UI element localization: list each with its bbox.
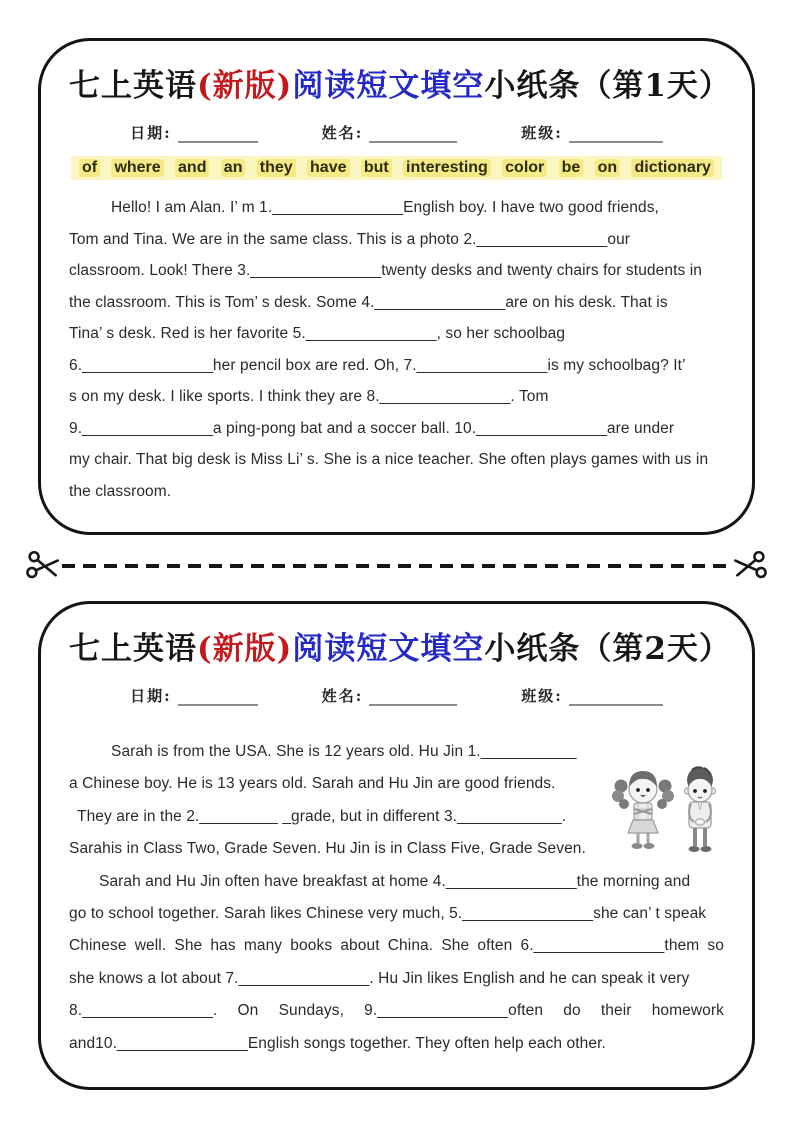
date-field [130, 685, 258, 706]
word-bank-item: dictionary [631, 159, 713, 177]
title-edition: (新版) [197, 68, 293, 104]
passage-line: the classroom. [69, 482, 172, 500]
passage-line: Sarahis in Class Two, Grade Seven. Hu Jin is in Class Five, Grade Seven. [69, 840, 586, 858]
class-blank-line [569, 690, 663, 706]
passage-line: classroom. Look! There 3._______________twenty desks and twenty chairs for students in [69, 262, 702, 279]
scissors-icon [24, 547, 62, 585]
title-course: 七上英语 [69, 631, 197, 667]
passage-line: 9._______________a ping-pong bat and a soccer ball. 10._______________are under [69, 419, 675, 437]
name-label: 姓名: [321, 124, 364, 142]
worksheet-slip-day1 [38, 38, 755, 535]
passage-line: she knows a lot about 7._______________. Hu Jin likes English and he can speak it very [69, 969, 690, 987]
passage-line: Sarah is from the USA. She is 12 years old. Hu Jin 1.___________ [111, 743, 577, 760]
word-bank-item: have [307, 159, 349, 177]
word-bank-item: an [221, 159, 246, 177]
word-bank-item: of [79, 159, 100, 177]
word-bank-item: be [559, 159, 584, 177]
class-blank-line [569, 127, 663, 143]
name-field [322, 122, 458, 143]
girl-figure [612, 771, 674, 849]
word-bank-item: and [175, 159, 209, 177]
passage-line: and10._______________English songs together. They often help each other. [69, 1034, 606, 1052]
passage-line: go to school together. Sarah likes Chinese very much, 5._______________she can’ t speak [69, 904, 707, 922]
passage-line: my chair. That big desk is Miss Li’ s. She is a nice teacher. She often plays games with us in [69, 451, 709, 468]
name-label: 姓名: [321, 687, 364, 705]
word-bank [71, 156, 722, 180]
header-fields [69, 119, 724, 143]
date-blank-line [178, 127, 258, 143]
date-label: 日期: [130, 687, 172, 705]
boy-figure [685, 767, 716, 852]
dashed-cut-line [62, 564, 731, 568]
passage-line: the classroom. This is Tom’ s desk. Some 4._______________are on his desk. That is [69, 293, 668, 311]
class-label: 班级: [521, 124, 563, 142]
passage-line: a Chinese boy. He is 13 years old. Sarah and Hu Jin are good friends. [69, 775, 556, 793]
word-bank-item: interesting [403, 159, 491, 177]
word-bank-item: on [595, 159, 621, 177]
slip-title [69, 63, 731, 109]
class-label: 班级: [521, 687, 563, 705]
passage-line: s on my desk. I like sports. I think they are 8._______________. Tom [69, 388, 549, 405]
name-blank-line [369, 690, 457, 706]
word-bank-item: but [361, 159, 392, 177]
class-field [521, 122, 663, 143]
date-label: 日期: [130, 124, 172, 142]
title-topic: 阅读短文填空 [292, 631, 485, 667]
name-blank-line [369, 127, 457, 143]
slip-title [69, 626, 731, 672]
name-field [322, 685, 458, 706]
students-illustration [610, 762, 732, 872]
date-field [130, 122, 258, 143]
passage-line: Tina’ s desk. Red is her favorite 5._______________, so her schoolbag [69, 325, 566, 342]
date-blank-line [178, 690, 258, 706]
word-bank-item: they [257, 159, 296, 177]
passage-line: Tom and Tina. We are in the same class. This is a photo 2._______________our [69, 230, 631, 248]
word-bank-item: where [111, 159, 163, 177]
title-edition: (新版) [197, 631, 293, 667]
passage-line: Hello! I am Alan. I’ m 1._______________English boy. I have two good friends, [111, 199, 659, 216]
passage-line: 6._______________her pencil box are red. Oh, 7._______________is my schoolbag? It’ [69, 356, 686, 374]
class-field [521, 685, 663, 706]
title-day: 小纸条（第1天） [484, 68, 731, 104]
passage-line: Chinese well. She has many books about China. She often 6._______________them so [69, 937, 724, 955]
scissors-icon [731, 547, 769, 585]
word-bank-item: color [502, 159, 547, 177]
worksheet-slip-day2 [38, 601, 755, 1090]
title-day: 小纸条（第2天） [484, 631, 731, 667]
title-course: 七上英语 [69, 68, 197, 104]
title-topic: 阅读短文填空 [292, 68, 485, 104]
passage-line: They are in the 2._________ _grade, but in different 3.____________. [77, 807, 567, 825]
passage-line: Sarah and Hu Jin often have breakfast at home 4._______________the morning and [99, 872, 691, 890]
cut-here-divider [26, 549, 767, 583]
passage-line: 8._______________. On Sundays, 9._______________often do their homework [69, 1002, 724, 1020]
header-fields [69, 682, 724, 706]
passage-day1 [69, 192, 724, 507]
